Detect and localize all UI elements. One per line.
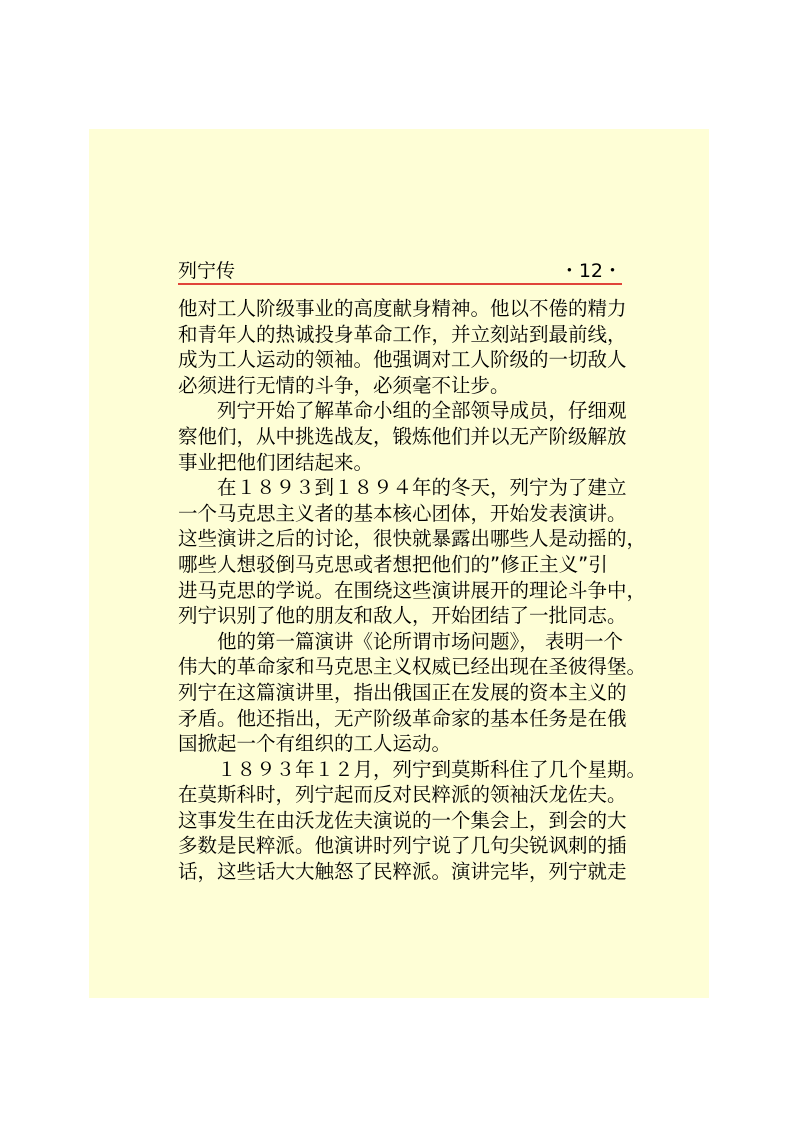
page-number: ・12・ [559,260,622,282]
text-line: 国掀起一个有组织的工人运动。 [178,732,452,756]
text-line: 他对工人阶级事业的高度献身精神。他以不倦的精力 [178,297,627,320]
text-line: １８９３年１２月，列宁到莫斯科住了几个星期。 [178,757,647,781]
text-line: 伟大的革命家和马克思主义权威已经出现在圣彼得堡。 [178,655,647,679]
page-header [178,258,622,284]
text-line: 列宁开始了解革命小组的全部领导成员，仔细观 [178,399,627,423]
text-line: 这些演讲之后的讨论，很快就暴露出哪些人是动摇的， [178,527,647,551]
text-line: 在莫斯科时，列宁起而反对民粹派的领袖沃龙佐夫。 [178,783,627,807]
text-line: 一个马克思主义者的基本核心团体，开始发表演讲。 [178,501,627,525]
text-line: 哪些人想驳倒马克思或者想把他们的”修正主义”引 [178,552,608,576]
header-divider [178,283,622,285]
text-line: 多数是民粹派。他演讲时列宁说了几句尖锐讽刺的插 [178,834,627,858]
text-line: 事业把他们团结起来。 [178,450,374,474]
book-title: 列宁传 [178,260,236,282]
text-line: 列宁识别了他的朋友和敌人，开始团结了一批同志。 [178,604,627,628]
text-line: 和青年人的热诚投身革命工作，并立刻站到最前线， [178,322,627,346]
text-line: 这事发生在由沃龙佐夫演说的一个集会上，到会的大 [178,808,627,832]
text-line: 成为工人运动的领袖。他强调对工人阶级的一切敌人 [178,348,627,372]
text-line: 进马克思的学说。在围绕这些演讲展开的理论斗争中， [178,578,647,602]
text-line: 列宁在这篇演讲里，指出俄国正在发展的资本主义的 [178,680,627,704]
text-line: 话，这些话大大触怒了民粹派。演讲完毕，列宁就走 [178,860,627,884]
text-line: 在１８９３到１８９４年的冬天，列宁为了建立 [178,476,627,500]
text-line: 矛盾。他还指出，无产阶级革命家的基本任务是在俄 [178,706,627,730]
text-line: 他的第一篇演讲《论所谓市场问题》， 表明一个 [178,629,623,653]
body-text [178,296,647,885]
text-line: 察他们，从中挑选战友，锻炼他们并以无产阶级解放 [178,424,627,448]
text-line: 必须进行无情的斗争，必须毫不让步。 [178,373,510,397]
